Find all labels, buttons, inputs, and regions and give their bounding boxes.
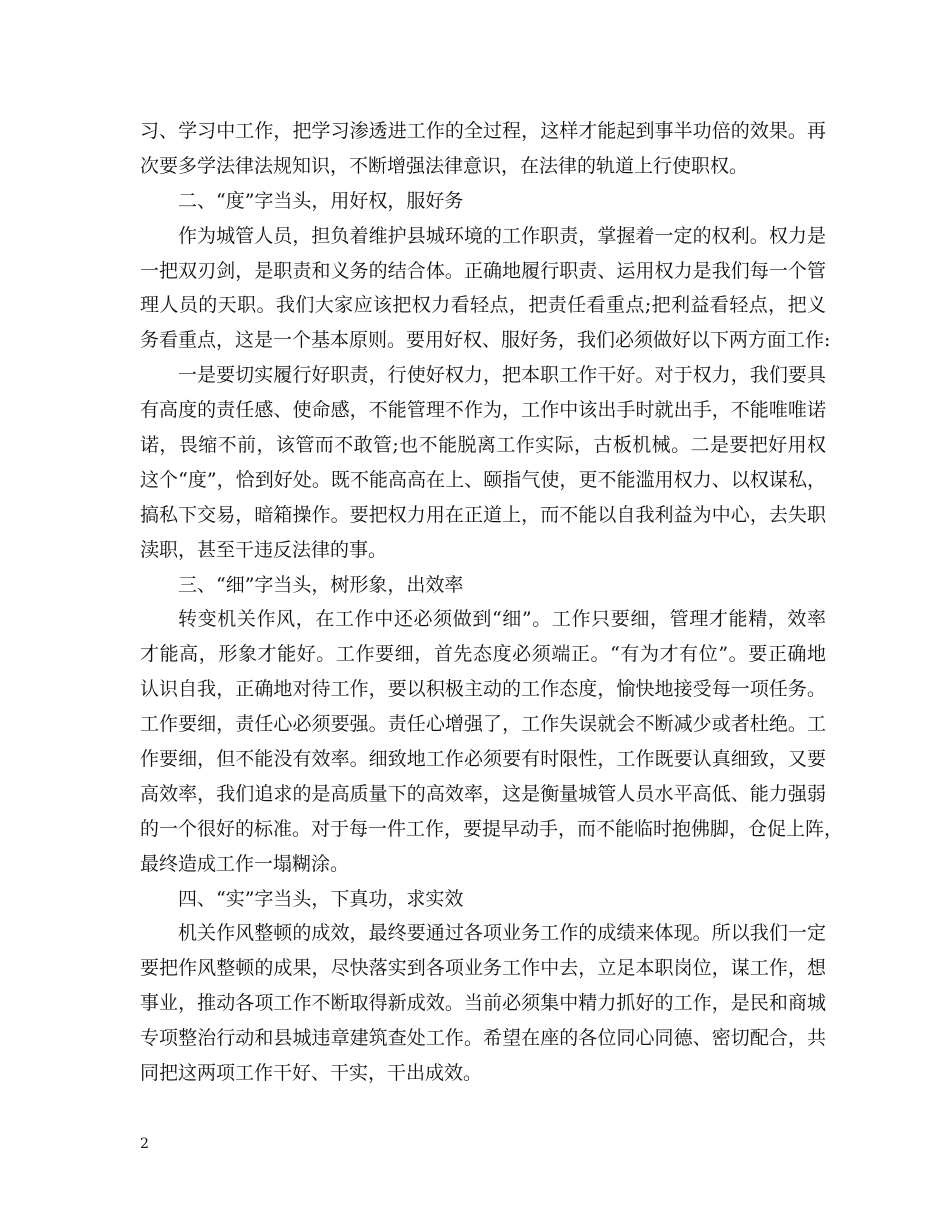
text-line: 事业，推动各项工作不断取得新成效。当前必须集中精力抓好的工作，是民和商城 [140, 992, 826, 1015]
text-line: 有高度的责任感、使命感，不能管理不作为，工作中该出手时就出手，不能唯唯诺 [140, 399, 826, 422]
text-line: 渎职，甚至干违反法律的事。 [140, 538, 388, 561]
text-line: 机关作风整顿的成效，最终要通过各项业务工作的成绩来体现。所以我们一定 [178, 922, 826, 945]
text-line: 转变机关作风，在工作中还必须做到“细”。工作只要细，管理才能精，效率 [178, 608, 826, 631]
text-line: 作为城管人员，担负着维护县城环境的工作职责，掌握着一定的权利。权力是 [178, 224, 826, 247]
text-line: 诺，畏缩不前，该管而不敢管;也不能脱离工作实际，古板机械。二是要把好用权 [140, 434, 826, 457]
text-line: 务看重点，这是一个基本原则。要用好权、服好务，我们必须做好以下两方面工作: [140, 329, 831, 352]
text-line: 工作要细，责任心必须要强。责任心增强了，工作失误就会不断减少或者杜绝。工 [140, 713, 826, 736]
text-line: 高效率，我们追求的是高质量下的高效率，这是衡量城管人员水平高低、能力强弱 [140, 782, 826, 805]
text-line: 最终造成工作一塌糊涂。 [140, 852, 350, 875]
text-line: 一把双刃剑，是职责和义务的结合体。正确地履行职责、运用权力是我们每一个管 [140, 259, 826, 282]
text-line: 要把作风整顿的成果，尽快落实到各项业务工作中去，立足本职岗位，谋工作，想 [140, 957, 826, 980]
text-line: 习、学习中工作，把学习渗透进工作的全过程，这样才能起到事半功倍的效果。再 [140, 120, 826, 142]
text-line: 一是要切实履行好职责，行使好权力，把本职工作干好。对于权力，我们要具 [178, 364, 826, 387]
text-line: 作要细，但不能没有效率。细致地工作必须要有时限性，工作既要认真细致，又要 [140, 748, 826, 771]
document-body [140, 114, 844, 1091]
section-heading: 三、“细”字当头，树形象，出效率 [178, 573, 464, 596]
text-line: 专项整治行动和县城违章建筑查处工作。希望在座的各位同心同德、密切配合，共 [140, 1027, 826, 1050]
text-line: 才能高，形象才能好。工作要细，首先态度必须端正。“有为才有位”。要正确地 [140, 643, 826, 666]
text-line: 搞私下交易，暗箱操作。要把权力用在正道上，而不能以自我利益为中心，去失职 [140, 503, 826, 526]
text-line: 次要多学法律法规知识，不断增强法律意识，在法律的轨道上行使职权。 [140, 154, 749, 177]
text-line: 的一个很好的标准。对于每一件工作，要提早动手，而不能临时抱佛脚，仓促上阵， [140, 817, 844, 840]
section-heading: 二、“度”字当头，用好权，服好务 [178, 189, 464, 212]
section-heading: 四、“实”字当头，下真功，求实效 [178, 887, 464, 910]
page-number: 2 [140, 1136, 149, 1152]
text-line: 同把这两项工作干好、干实，干出成效。 [140, 1062, 483, 1085]
text-line: 这个“度”，恰到好处。既不能高高在上、颐指气使，更不能滥用权力、以权谋私， [140, 468, 826, 491]
text-line: 理人员的天职。我们大家应该把权力看轻点，把责任看重点;把利益看轻点，把义 [140, 294, 826, 317]
text-line: 认识自我，正确地对待工作，要以积极主动的工作态度，愉快地接受每一项任务。 [140, 678, 826, 701]
